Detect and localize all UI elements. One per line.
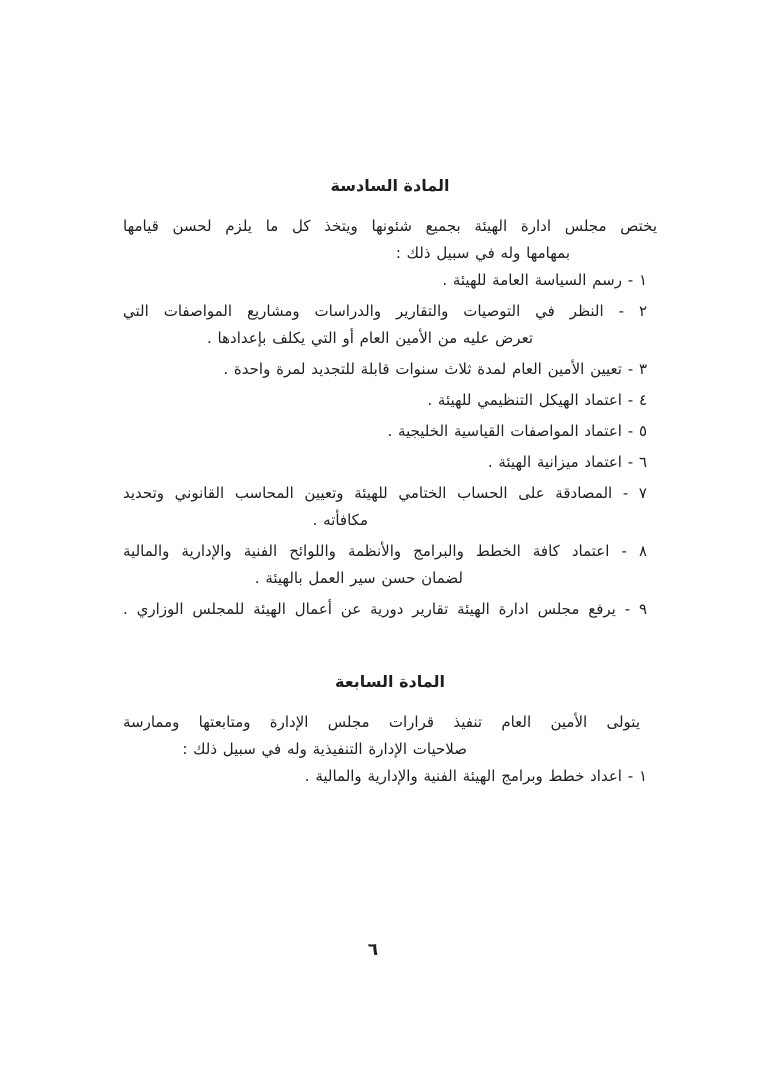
item-line xyxy=(123,596,657,623)
item-line: مكافأته . xyxy=(312,511,368,529)
article-seven-list xyxy=(123,763,657,790)
item-number: ٤ - xyxy=(627,391,647,409)
item-text: تعيين الأمين العام لمدة ثلاث سنوات قابلة للتجديد لمرة واحدة . xyxy=(223,360,622,378)
item-number: ٧ - xyxy=(622,484,647,502)
item-line xyxy=(123,449,657,476)
item-text: اعتماد الهيكل التنظيمي للهيئة . xyxy=(427,391,622,409)
list-item xyxy=(123,387,657,414)
item-number: ٩ - xyxy=(624,600,647,618)
article-six-title: المادة السادسة xyxy=(330,176,450,195)
item-number: ٥ - xyxy=(627,422,647,440)
article-six-list xyxy=(123,267,657,623)
article-seven-intro xyxy=(123,709,657,763)
item-number: ٣ - xyxy=(627,360,647,378)
item-number: ٦ - xyxy=(627,453,647,471)
item-text: المصادقة على الحساب الختامي للهيئة وتعيين المحاسب القانوني وتحديد xyxy=(123,484,613,502)
page-content xyxy=(123,0,657,790)
article-six-intro xyxy=(123,213,657,267)
item-number: ١ - xyxy=(627,271,647,289)
item-text: اعتماد كافة الخطط والبرامج والأنظمة واللوائح الفنية والإدارية والمالية xyxy=(123,542,610,560)
item-text: اعتماد المواصفات القياسية الخليجية . xyxy=(387,422,622,440)
item-line xyxy=(123,480,657,507)
item-text: اعتماد ميزانية الهيئة . xyxy=(487,453,622,471)
item-text: النظر في التوصيات والتقارير والدراسات ومشاريع المواصفات التي xyxy=(123,302,604,320)
item-number: ٨ - xyxy=(621,542,647,560)
paragraph-line: صلاحيات الإدارة التنفيذية وله في سبيل ذلك : xyxy=(182,740,467,758)
list-item xyxy=(123,418,657,445)
item-text: يرفع مجلس ادارة الهيئة تقارير دورية عن أعمال الهيئة للمجلس الوزاري . xyxy=(123,600,616,618)
paragraph-line: بمهامها وله في سبيل ذلك : xyxy=(395,244,570,262)
item-line xyxy=(123,356,657,383)
item-line: لضمان حسن سير العمل بالهيئة . xyxy=(254,569,463,587)
list-item xyxy=(123,538,657,592)
item-line: تعرض عليه من الأمين العام أو التي يكلف بإعدادها . xyxy=(207,329,533,347)
item-line xyxy=(123,418,657,445)
item-number: ٢ - xyxy=(618,302,647,320)
list-item xyxy=(123,449,657,476)
item-line xyxy=(123,298,657,325)
item-line xyxy=(123,387,657,414)
page-number: ٦ xyxy=(367,940,379,960)
article-seven-title: المادة السابعة xyxy=(335,672,445,691)
list-item xyxy=(123,267,657,294)
item-text: رسم السياسة العامة للهيئة . xyxy=(442,271,622,289)
item-text: اعداد خطط وبرامج الهيئة الفنية والإدارية والمالية . xyxy=(304,767,622,785)
item-line xyxy=(123,763,657,790)
item-line xyxy=(123,267,657,294)
item-line xyxy=(123,538,657,565)
list-item xyxy=(123,596,657,623)
item-number: ١ - xyxy=(627,767,647,785)
list-item xyxy=(123,480,657,534)
paragraph-line: يختص مجلس ادارة الهيئة بجميع شئونها ويتخذ كل ما يلزم لحسن قيامها xyxy=(123,217,657,235)
list-item xyxy=(123,763,657,790)
list-item xyxy=(123,298,657,352)
list-item xyxy=(123,356,657,383)
paragraph-line: يتولى الأمين العام تنفيذ قرارات مجلس الإدارة ومتابعتها وممارسة xyxy=(123,713,640,731)
